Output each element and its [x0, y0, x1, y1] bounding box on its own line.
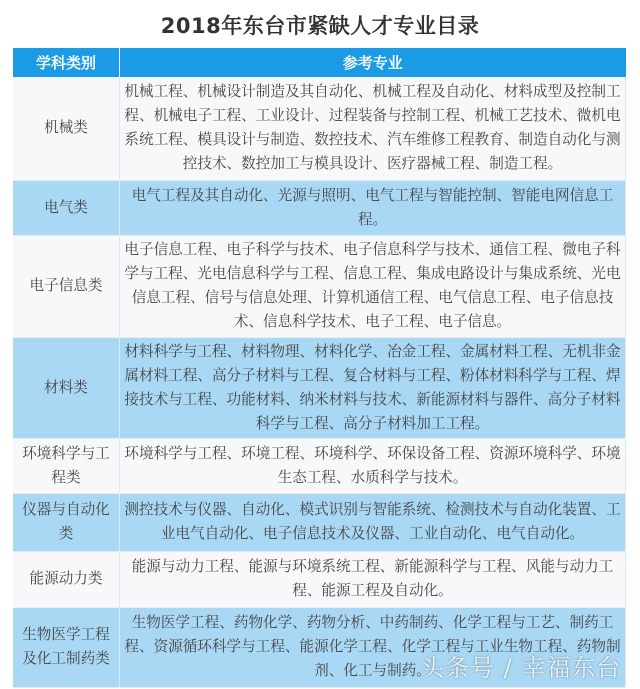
majors-cell: 电子信息工程、电子科学与技术、电子信息科学与技术、通信工程、微电子科学与工程、光电信息科学与工程、信息工程、集成电路设计与集成系统、光电信息工程、信号与信息处理、计算机通信工程、电气信息工程、电子信息技术、信息科学技术、电子工程、电子信息。: [120, 235, 626, 337]
watermark: 头条号 / 幸福东台: [420, 654, 622, 682]
category-cell: 生物医学工程及化工制药类: [13, 607, 120, 687]
table-row: [13, 77, 626, 180]
category-cell: 机械类: [13, 77, 120, 180]
category-cell: 能源动力类: [13, 551, 120, 607]
table-header-row: [13, 48, 626, 77]
majors-cell: 环境科学与工程、环境工程、环境科学、环保设备工程、资源环境科学、环境生态工程、水质科学与技术。: [120, 438, 626, 493]
category-cell: 材料类: [13, 337, 120, 438]
table-row: [13, 438, 626, 493]
header-category: 学科类别: [13, 48, 120, 77]
majors-cell: 生物医学工程、药物化学、药物分析、中药制药、化学工程与工艺、制药工程、资源循环科学与工程、能源化学工程、化学工程与工业生物工程、药物制剂、化工与制药。: [120, 607, 626, 687]
category-cell: 电子信息类: [13, 235, 120, 337]
category-cell: 仪器与自动化类: [13, 493, 120, 551]
table-row: [13, 235, 626, 337]
majors-cell: 测控技术与仪器、自动化、模式识别与智能系统、检测技术与自动化装置、工业电气自动化、电子信息技术及仪器、工业自动化、电气自动化。: [120, 493, 626, 551]
majors-cell: 材料科学与工程、材料物理、材料化学、冶金工程、金属材料工程、无机非金属材料工程、高分子材料与工程、复合材料与工程、粉体材料科学与工程、焊接技术与工程、功能材料、纳米材料与技术、新能源材料与器件、高分子材料科学与工程、高分子材料加工工程。: [120, 337, 626, 438]
page-title: 2018年东台市紧缺人才专业目录: [160, 14, 480, 38]
category-cell: 电气类: [13, 180, 120, 235]
table-row: [13, 551, 626, 607]
header-majors: 参考专业: [120, 48, 626, 77]
table-row: [13, 180, 626, 235]
table-row: [13, 337, 626, 438]
table-row: [13, 493, 626, 551]
majors-cell: 能源与动力工程、能源与环境系统工程、新能源科学与工程、风能与动力工程、能源工程及自动化。: [120, 551, 626, 607]
majors-cell: 机械工程、机械设计制造及其自动化、机械工程及自动化、材料成型及控制工程、机械电子工程、工业设计、过程装备与控制工程、机械工艺技术、微机电系统工程、模具设计与制造、数控技术、汽车维修工程教育、制造自动化与测控技术、数控加工与模具设计、医疗器械工程、制造工程。: [120, 77, 626, 180]
majors-table: [13, 48, 626, 688]
majors-cell: 电气工程及其自动化、光源与照明、电气工程与智能控制、智能电网信息工程。: [120, 180, 626, 235]
category-cell: 环境科学与工程类: [13, 438, 120, 493]
